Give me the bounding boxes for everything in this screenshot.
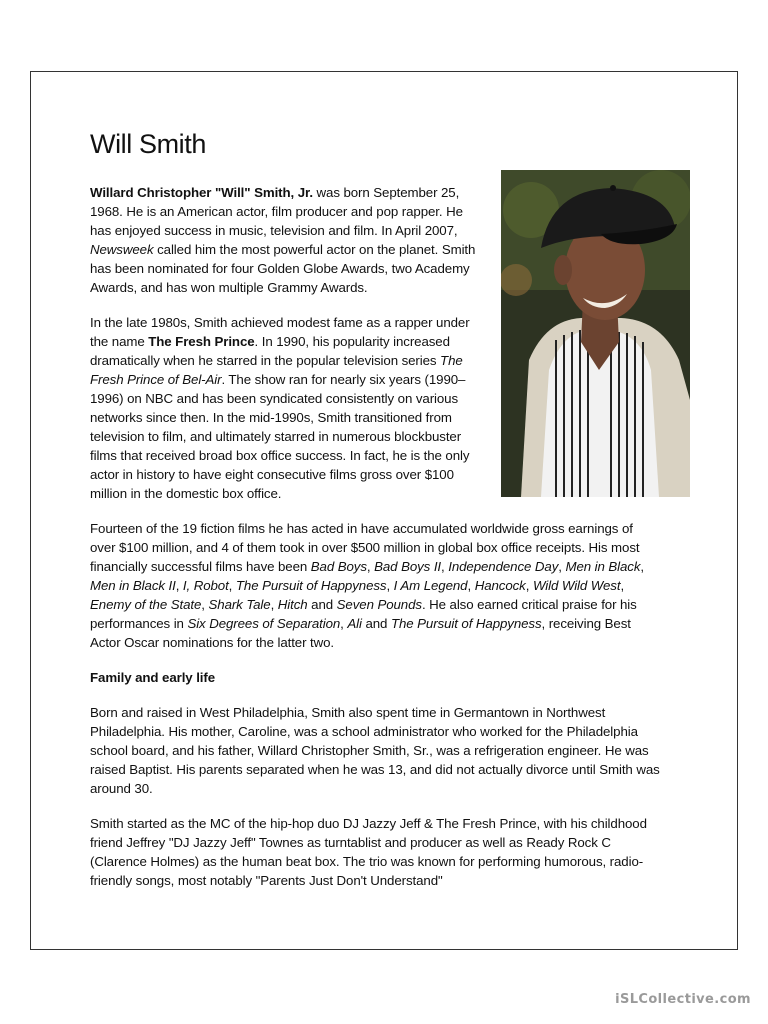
film-title: Six Degrees of Separation [187, 616, 341, 631]
film-title: Bad Boys II [374, 559, 442, 574]
music-paragraph: Smith started as the MC of the hip-hop duo DJ Jazzy Jeff & The Fresh Prince, with his childhood friend Jeffrey "DJ Jazzy Jeff" Townes as turntablist and producer as well as Ready Rock C (Clarence Holmes) as the human beat box. The trio was known for performing humorous, radio-friendly songs, most notably "Parents Just Don't Understand" [90, 816, 647, 888]
film-title: I Am Legend [393, 578, 468, 593]
films-paragraph: Fourteen of the 19 fiction films he has acted in have accumulated worldwide gross earnings of over $100 million, and 4 of them took in over $500 million in global box office receipts. His most financially successful films have been Bad Boys, Bad Boys II, Independence Day, Men in Black, Men in Black II, I, Robot, The Pursuit of Happyness, I Am Legend, Hancock, Wild Wild West, Enemy of the State, Shark Tale, Hitch and Seven Pounds. He also earned critical praise for his performances in Six Degrees of Separation, Ali and The Pursuit of Happyness, receiving Best Actor Oscar nominations for the latter two. [90, 521, 644, 650]
site-watermark: iSLCollective.com [615, 992, 751, 1007]
career-text-2: . In 1990, his popularity increased dramatically when he starred in the popular television series [90, 334, 450, 368]
full-name-part: Willard Christopher " [90, 185, 222, 200]
film-title: Hancock [474, 578, 526, 593]
films-text-2: . He also earned critical praise for his performances in [90, 597, 637, 631]
films-text-3: , receiving Best Actor Oscar nominations for the latter two. [90, 616, 631, 650]
stage-name: The Fresh Prince [148, 334, 255, 349]
film-title: Enemy of the State [90, 597, 202, 612]
portrait-photo-icon [501, 170, 690, 497]
series-title: The Fresh Prince of Bel-Air [90, 353, 463, 387]
intro-text-1: was born September 25, 1968. He is an American actor, film producer and pop rapper. He has enjoyed success in music, television and film. In April 2007, [90, 185, 463, 238]
film-title: Ali [347, 616, 362, 631]
career-text-1: In the late 1980s, Smith achieved modest fame as a rapper under the name [90, 315, 470, 349]
full-name-suffix: " Smith, Jr. [244, 185, 313, 200]
nickname: Will [221, 185, 245, 200]
page-title: Will Smith [90, 129, 206, 159]
article [90, 128, 660, 906]
intro-text-2: called him the most powerful actor on the planet. Smith has been nominated for four Golden Globe Awards, two Academy Awards, and has won multiple Grammy Awards. [90, 242, 476, 295]
newsweek-title: Newsweek [90, 242, 154, 257]
film-title: I, Robot [182, 578, 229, 593]
film-title: The Pursuit of Happyness [235, 578, 387, 593]
career-text-3: . The show ran for nearly six years (1990–1996) on NBC and has been syndicated consistently on various networks since then. In the mid-1990s, Smith transitioned from television to film, and ultimately starred in numerous blockbuster films that received broad box office success. In fact, he is the only actor in history to have eight consecutive films gross over $100 million in the domestic box office. [90, 372, 470, 501]
film-title: Independence Day [448, 559, 559, 574]
film-title: Shark Tale [208, 597, 271, 612]
section-heading: Family and early life [90, 670, 216, 685]
film-title: Seven Pounds [336, 597, 422, 612]
film-title: The Pursuit of Happyness [390, 616, 542, 631]
film-title: Hitch [277, 597, 308, 612]
films-text-1: Fourteen of the 19 fiction films he has acted in have accumulated worldwide gross earnings of over $100 million, and 4 of them took in over $500 million in global box office receipts. His most financially successful films have been [90, 521, 640, 574]
film-title: Bad Boys [310, 559, 367, 574]
family-paragraph: Born and raised in West Philadelphia, Smith also spent time in Germantown in Northwest Philadelphia. His mother, Caroline, was a school administrator who worked for the Philadelphia school board, and his father, Willard Christopher Smith, Sr., was a refrigeration engineer. He was raised Baptist. His parents separated when he was 13, and did not actually divorce until Smith was around 30. [90, 705, 660, 796]
film-title: Wild Wild West [532, 578, 621, 593]
film-title: Men in Black [565, 559, 641, 574]
film-title: Men in Black II [90, 578, 176, 593]
